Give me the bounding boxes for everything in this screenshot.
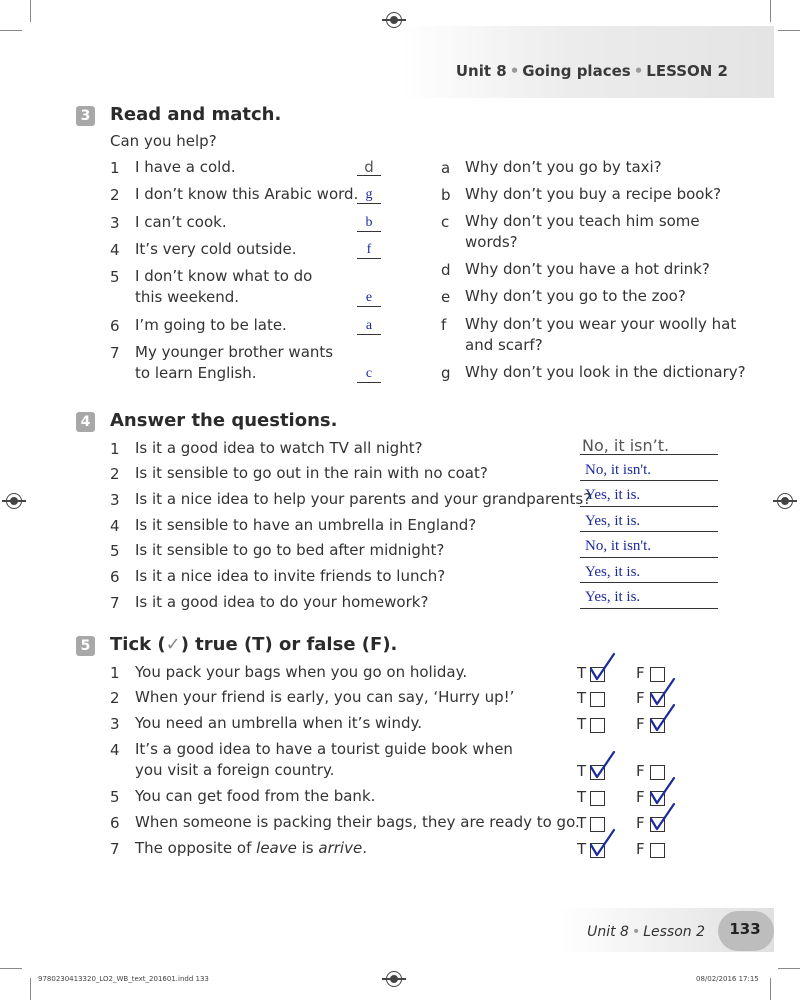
crop-mark — [0, 968, 22, 969]
exercise-title: Read and match. — [110, 104, 282, 125]
statement-number: 3 — [110, 715, 120, 733]
question-number: 7 — [110, 594, 120, 612]
item-text: to learn English. — [135, 364, 257, 382]
exercise-subtitle: Can you help? — [110, 132, 217, 150]
registration-mark-icon — [386, 971, 402, 987]
statement-number: 7 — [110, 840, 120, 858]
statement-text: You need an umbrella when it’s windy. — [135, 714, 422, 732]
exercise-number: 4 — [76, 412, 95, 432]
statement-number: 2 — [110, 689, 120, 707]
question-number: 6 — [110, 568, 120, 586]
footer-lesson: Lesson 2 — [643, 924, 705, 940]
question-number: 3 — [110, 491, 120, 509]
slug-file: 9780230413320_LO2_WB_text_201601.indd 133 — [38, 975, 209, 983]
statement-text: You can get food from the bank. — [135, 787, 376, 805]
crop-mark — [0, 30, 22, 31]
item-number: 4 — [110, 241, 120, 259]
bullet-separator: • — [509, 62, 520, 80]
statement-text: It’s a good idea to have a tourist guide book when — [135, 740, 513, 758]
statement-number: 5 — [110, 788, 120, 806]
check-icon — [587, 828, 617, 858]
page-header — [456, 62, 728, 80]
answer-blank[interactable]: a — [357, 318, 381, 335]
true-label: T — [577, 814, 587, 832]
exercise-title — [110, 634, 397, 655]
item-number: 5 — [110, 268, 120, 286]
answer-blank[interactable]: b — [357, 215, 381, 232]
item-number: 3 — [110, 214, 120, 232]
title-part: ) true (T) or false (F). — [180, 634, 398, 655]
true-label: T — [577, 840, 587, 858]
question-text: Is it a nice idea to invite friends to lunch? — [135, 567, 446, 585]
option-letter: a — [441, 159, 451, 177]
check-icon — [647, 802, 677, 832]
question-text: Is it sensible to go out in the rain with no coat? — [135, 464, 488, 482]
footer-unit: Unit 8 — [587, 924, 629, 940]
option-text: Why don’t you wear your woolly hat — [465, 315, 737, 333]
answer-blank[interactable]: g — [357, 187, 381, 204]
option-text: Why don’t you have a hot drink? — [465, 260, 710, 278]
text-part: The opposite of — [135, 839, 257, 857]
question-text: Is it sensible to go to bed after midnight? — [135, 541, 445, 559]
text-part: . — [362, 839, 367, 857]
crop-mark — [30, 0, 31, 22]
title-part: Tick ( — [110, 634, 166, 655]
option-text: Why don’t you go to the zoo? — [465, 287, 686, 305]
false-label: F — [636, 762, 645, 780]
footer-label — [587, 924, 705, 940]
false-label: F — [636, 689, 645, 707]
item-text: this weekend. — [135, 288, 240, 306]
italic-word: leave — [256, 839, 297, 857]
false-label: F — [636, 664, 645, 682]
item-number: 2 — [110, 186, 120, 204]
statement-number: 6 — [110, 814, 120, 832]
option-text: Why don’t you buy a recipe book? — [465, 185, 722, 203]
question-text: Is it a good idea to watch TV all night? — [135, 439, 423, 457]
answer-blank[interactable]: d — [357, 159, 381, 176]
true-label: T — [577, 788, 587, 806]
false-label: F — [636, 715, 645, 733]
exercise-number: 3 — [76, 106, 95, 126]
false-label: F — [636, 788, 645, 806]
registration-mark-icon — [777, 493, 793, 509]
answer-text: Yes, it is. — [585, 487, 641, 503]
answer-text: No, it isn’t. — [582, 436, 670, 455]
statement-text: When someone is packing their bags, they are ready to go. — [135, 813, 580, 831]
item-number: 6 — [110, 317, 120, 335]
option-letter: g — [441, 364, 451, 382]
check-icon: ✓ — [165, 634, 181, 655]
item-number: 7 — [110, 344, 120, 362]
question-text: Is it a nice idea to help your parents and your grandparents? — [135, 490, 592, 508]
true-label: T — [577, 762, 587, 780]
answer-text: No, it isn't. — [585, 538, 652, 554]
true-checkbox[interactable] — [590, 791, 605, 806]
true-label: T — [577, 689, 587, 707]
question-number: 4 — [110, 517, 120, 535]
question-number: 5 — [110, 542, 120, 560]
option-letter: e — [441, 288, 451, 306]
question-number: 1 — [110, 440, 120, 458]
registration-mark-icon — [6, 493, 22, 509]
option-text: Why don’t you look in the dictionary? — [465, 363, 746, 381]
text-part: is — [296, 839, 319, 857]
page-number: 133 — [729, 920, 761, 938]
check-icon — [587, 750, 617, 780]
statement-text — [135, 838, 367, 859]
statement-number: 4 — [110, 741, 120, 759]
answer-blank[interactable]: e — [357, 290, 381, 307]
exercise-number: 5 — [76, 636, 95, 656]
item-text: I don’t know what to do — [135, 267, 313, 285]
true-label: T — [577, 664, 587, 682]
false-label: F — [636, 840, 645, 858]
item-number: 1 — [110, 159, 120, 177]
option-text: words? — [465, 233, 518, 251]
option-letter: c — [441, 213, 450, 231]
item-text: I have a cold. — [135, 158, 236, 176]
crop-mark — [30, 978, 31, 1000]
option-text: Why don’t you go by taxi? — [465, 158, 662, 176]
option-letter: f — [441, 316, 447, 334]
option-text: and scarf? — [465, 336, 543, 354]
answer-text: Yes, it is. — [585, 589, 641, 605]
statement-text: When your friend is early, you can say, ‘Hurry up!’ — [135, 688, 515, 706]
statement-number: 1 — [110, 664, 120, 682]
crop-mark — [770, 978, 771, 1000]
item-text: I don’t know this Arabic word. — [135, 185, 359, 203]
true-label: T — [577, 715, 587, 733]
check-icon — [647, 703, 677, 733]
exercise-title: Answer the questions. — [110, 410, 338, 431]
question-number: 2 — [110, 465, 120, 483]
slug-date: 08/02/2016 17:15 — [696, 975, 759, 983]
answer-text: No, it isn't. — [585, 462, 652, 478]
answer-text: Yes, it is. — [585, 513, 641, 529]
true-checkbox[interactable] — [590, 718, 605, 733]
item-text: My younger brother wants — [135, 343, 334, 361]
header-topic: Going places — [522, 62, 631, 80]
option-letter: b — [441, 186, 451, 204]
true-checkbox[interactable] — [590, 692, 605, 707]
item-text: It’s very cold outside. — [135, 240, 297, 258]
bullet-separator: • — [631, 924, 641, 940]
question-text: Is it a good idea to do your homework? — [135, 593, 429, 611]
false-label: F — [636, 814, 645, 832]
header-unit: Unit 8 — [455, 62, 507, 80]
answer-text: Yes, it is. — [585, 564, 641, 580]
option-letter: d — [441, 261, 451, 279]
item-text: I can’t cook. — [135, 213, 227, 231]
item-text: I’m going to be late. — [135, 316, 287, 334]
option-text: Why don’t you teach him some — [465, 212, 700, 230]
false-checkbox[interactable] — [650, 843, 665, 858]
check-icon — [587, 652, 617, 682]
crop-mark — [778, 968, 800, 969]
bullet-separator: • — [633, 62, 644, 80]
answer-blank[interactable]: c — [357, 366, 381, 383]
question-text: Is it sensible to have an umbrella in England? — [135, 516, 477, 534]
statement-text: you visit a foreign country. — [135, 761, 335, 779]
statement-text: You pack your bags when you go on holiday. — [135, 663, 468, 681]
crop-mark — [770, 0, 771, 22]
header-lesson: LESSON 2 — [646, 62, 728, 80]
italic-word: arrive — [318, 839, 363, 857]
crop-mark — [778, 30, 800, 31]
answer-blank[interactable]: f — [357, 242, 381, 259]
